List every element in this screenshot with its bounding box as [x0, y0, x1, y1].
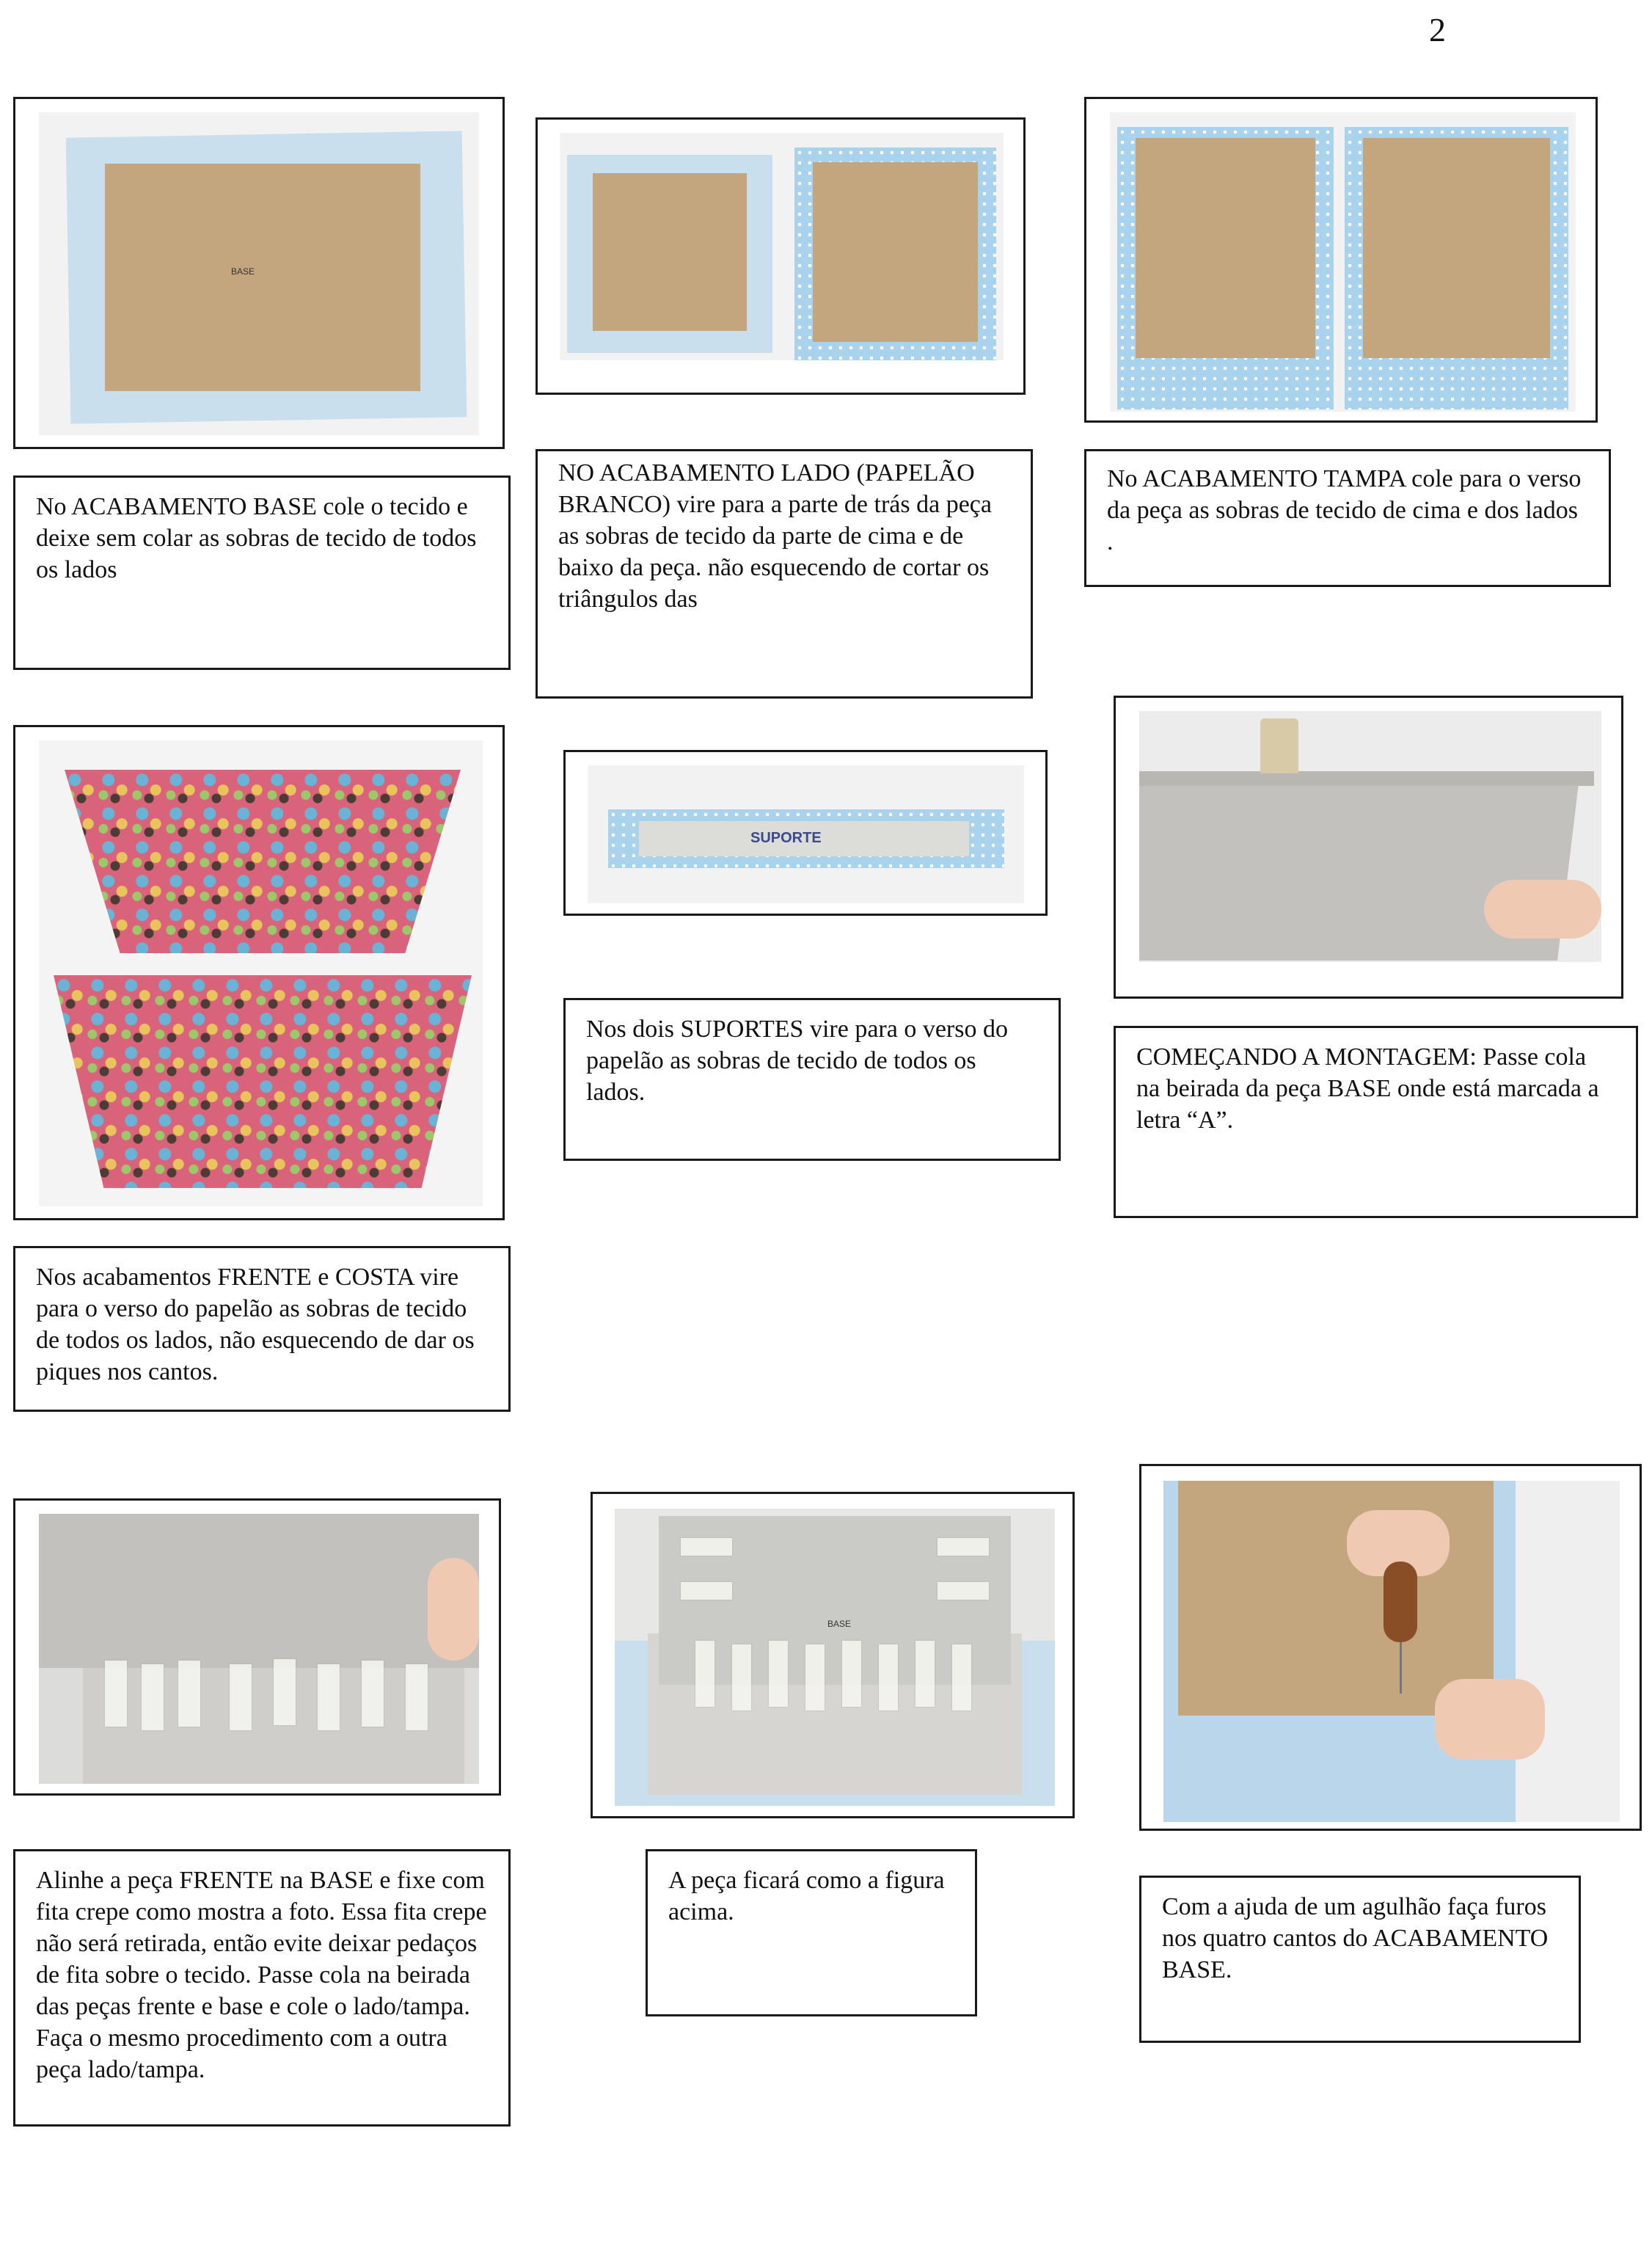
tape [178, 1661, 200, 1727]
tape [732, 1644, 751, 1710]
caption-lado-text: NO ACABAMENTO LADO (PAPELÃO BRANCO) vire para a parte de trás da peça as sobras de tecido da parte de cima e de baixo da peça. não esquecendo de cortar os triângulos das [558, 459, 992, 613]
caption-furos-text: Com a ajuda de um agulhão faça furos nos quatro cantos do ACABAMENTO BASE. [1162, 1893, 1549, 1983]
cardboard [1178, 1481, 1494, 1716]
caption-alinhe-text: Alinhe a peça FRENTE na BASE e fixe com fita crepe como mostra a foto. Essa fita crepe não será retirada, então evite deixar pedaços de fita sobre o tecido. Passe cola na beirada das peças frente e base e cole o lado/tampa. Faça o mesmo procedimento com a outra peça lado/tampa. [36, 1867, 487, 2083]
page-number: 2 [1429, 11, 1446, 48]
hand [1484, 880, 1601, 939]
photo-montagem [1139, 711, 1601, 962]
photo-suporte [588, 765, 1024, 903]
tape [230, 1664, 252, 1730]
caption-frente-costa [13, 1246, 511, 1412]
cardboard-right [1363, 138, 1550, 358]
caption-frente-costa-text: Nos acabamentos FRENTE e COSTA vire para o verso do papelão as sobras de tecido de todos os lados, não esquecendo de dar os piques nos cantos. [36, 1264, 475, 1385]
caption-peca-ficara-text: A peça ficará como a figura acima. [668, 1867, 945, 1925]
hand-lower [1435, 1679, 1545, 1760]
tape [274, 1659, 296, 1725]
caption-suportes [563, 998, 1061, 1161]
tape [105, 1661, 127, 1727]
tape [769, 1641, 788, 1707]
gray-board-top [1139, 771, 1594, 786]
tape [915, 1641, 935, 1707]
photo-frame-furos [1139, 1464, 1642, 1831]
tape [938, 1582, 989, 1600]
caption-base-text: No ACABAMENTO BASE cole o tecido e deixe sem colar as sobras de tecido de todos os lados [36, 493, 477, 583]
tape [406, 1664, 428, 1730]
fabric-piece-bottom [54, 975, 472, 1188]
caption-base [13, 475, 511, 670]
gray-board-upper [39, 1514, 479, 1668]
suporte-label: SUPORTE [750, 830, 822, 846]
photo-frame-base [13, 97, 505, 449]
hand [428, 1558, 479, 1661]
photo-frame-alinhe [13, 1498, 501, 1796]
photo-frame-suporte [563, 750, 1048, 916]
photo-frente-costa [39, 740, 483, 1206]
base-label: BASE [231, 266, 255, 277]
brush [1260, 718, 1298, 773]
photo-alinhe [39, 1514, 479, 1784]
photo-furos [1163, 1481, 1620, 1822]
caption-montagem [1114, 1026, 1638, 1218]
caption-peca-ficara [646, 1849, 977, 2016]
photo-frame-tampa [1084, 97, 1598, 423]
cardboard-right [813, 162, 978, 342]
caption-alinhe [13, 1849, 511, 2127]
tape [842, 1641, 861, 1707]
box-top-label: BASE [827, 1619, 852, 1629]
cardboard-left [593, 173, 747, 331]
caption-lado [536, 449, 1033, 699]
photo-frame-peca-ficara [591, 1492, 1075, 1818]
caption-furos [1139, 1876, 1581, 2043]
tape [695, 1641, 714, 1707]
tape [142, 1664, 164, 1730]
tape [879, 1644, 898, 1710]
photo-frame-frente-costa [13, 725, 505, 1220]
awl-needle [1400, 1642, 1402, 1694]
photo-base [39, 112, 479, 435]
cardboard-left [1136, 138, 1315, 358]
caption-tampa-text: No ACABAMENTO TAMPA cole para o verso da peça as sobras de tecido de cima e dos lados . [1107, 465, 1582, 555]
tape [805, 1644, 825, 1710]
tape [681, 1538, 732, 1556]
photo-tampa [1110, 112, 1576, 412]
tape [681, 1582, 732, 1600]
caption-montagem-text: COMEÇANDO A MONTAGEM: Passe cola na beirada da peça BASE onde está marcada a letra “A”. [1136, 1043, 1599, 1134]
photo-peca-ficara [615, 1509, 1055, 1806]
fabric-piece-top [65, 770, 461, 953]
awl-handle [1384, 1562, 1417, 1642]
photo-frame-montagem [1114, 696, 1623, 999]
tape [362, 1661, 384, 1727]
tape [938, 1538, 989, 1556]
photo-frame-lado [536, 117, 1026, 395]
tape [952, 1644, 971, 1710]
cardboard [105, 164, 420, 391]
tape [318, 1664, 340, 1730]
photo-lado [560, 133, 1004, 360]
caption-suportes-text: Nos dois SUPORTES vire para o verso do papelão as sobras de tecido de todos os lados. [586, 1016, 1008, 1106]
caption-tampa [1084, 449, 1611, 587]
